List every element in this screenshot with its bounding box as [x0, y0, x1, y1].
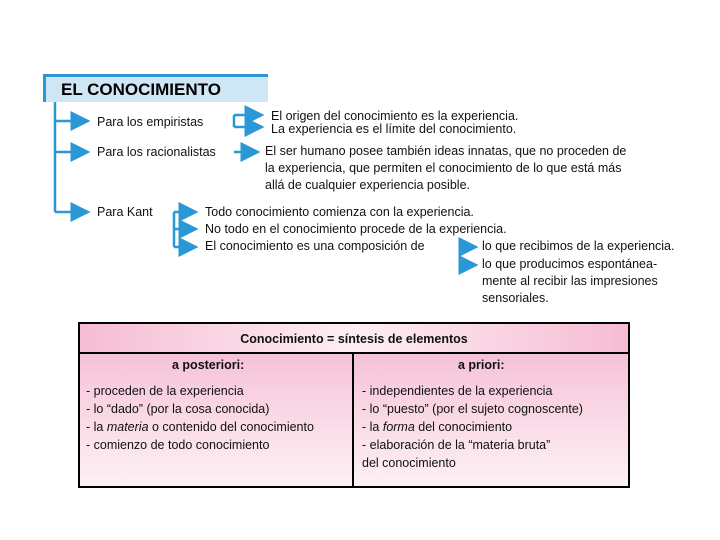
a-posteriori-title: a posteriori:	[172, 358, 245, 372]
column-divider	[352, 352, 354, 488]
item-prefix: - la	[362, 420, 383, 434]
label-empiristas: Para los empiristas	[97, 115, 204, 129]
label-kant: Para Kant	[97, 205, 153, 219]
list-item: - independientes de la experiencia	[362, 384, 553, 398]
kant-sub-3: mente al recibir las impresiones	[482, 274, 658, 288]
synthesis-box	[78, 322, 630, 488]
kant-sub-4: sensoriales.	[482, 291, 549, 305]
list-item: - elaboración de la “materia bruta”	[362, 438, 551, 452]
racionalistas-line-1: El ser humano posee también ideas innatas, que no proceden de	[265, 144, 627, 158]
racionalistas-line-2: la experiencia, que permiten el conocimiento de lo que está más	[265, 161, 622, 175]
a-priori-list	[362, 382, 583, 472]
kant-line-1: Todo conocimiento comienza con la experiencia.	[205, 205, 474, 219]
main-title: EL CONOCIMIENTO	[43, 74, 268, 102]
a-priori-title: a priori:	[458, 358, 505, 372]
kant-sub-1: lo que recibimos de la experiencia.	[482, 239, 675, 253]
kant-line-3: El conocimiento es una composición de	[205, 239, 425, 253]
list-item	[86, 418, 314, 436]
label-racionalistas: Para los racionalistas	[97, 145, 216, 159]
kant-line-2: No todo en el conocimiento procede de la experiencia.	[205, 222, 507, 236]
list-item: - comienzo de todo conocimiento	[86, 438, 270, 452]
list-item: del conocimiento	[362, 456, 456, 470]
item-emphasis: forma	[382, 420, 415, 434]
list-item: - proceden de la experiencia	[86, 384, 244, 398]
kant-sub-2: lo que producimos espontánea-	[482, 257, 658, 271]
item-suffix: o contenido del conocimiento	[148, 420, 314, 434]
synthesis-header: Conocimiento = síntesis de elementos	[80, 324, 628, 354]
list-item	[362, 418, 583, 436]
item-prefix: - la	[86, 420, 107, 434]
list-item: - lo “puesto” (por el sujeto cognoscente)	[362, 402, 583, 416]
empiristas-line-2: La experiencia es el límite del conocimiento.	[271, 122, 517, 136]
list-item: - lo “dado” (por la cosa conocida)	[86, 402, 270, 416]
item-emphasis: materia	[106, 420, 149, 434]
empiristas-line-1: El origen del conocimiento es la experiencia.	[271, 109, 519, 123]
a-posteriori-list	[86, 382, 314, 454]
item-suffix: del conocimiento	[414, 420, 513, 434]
racionalistas-line-3: allá de cualquier experiencia posible.	[265, 178, 470, 192]
